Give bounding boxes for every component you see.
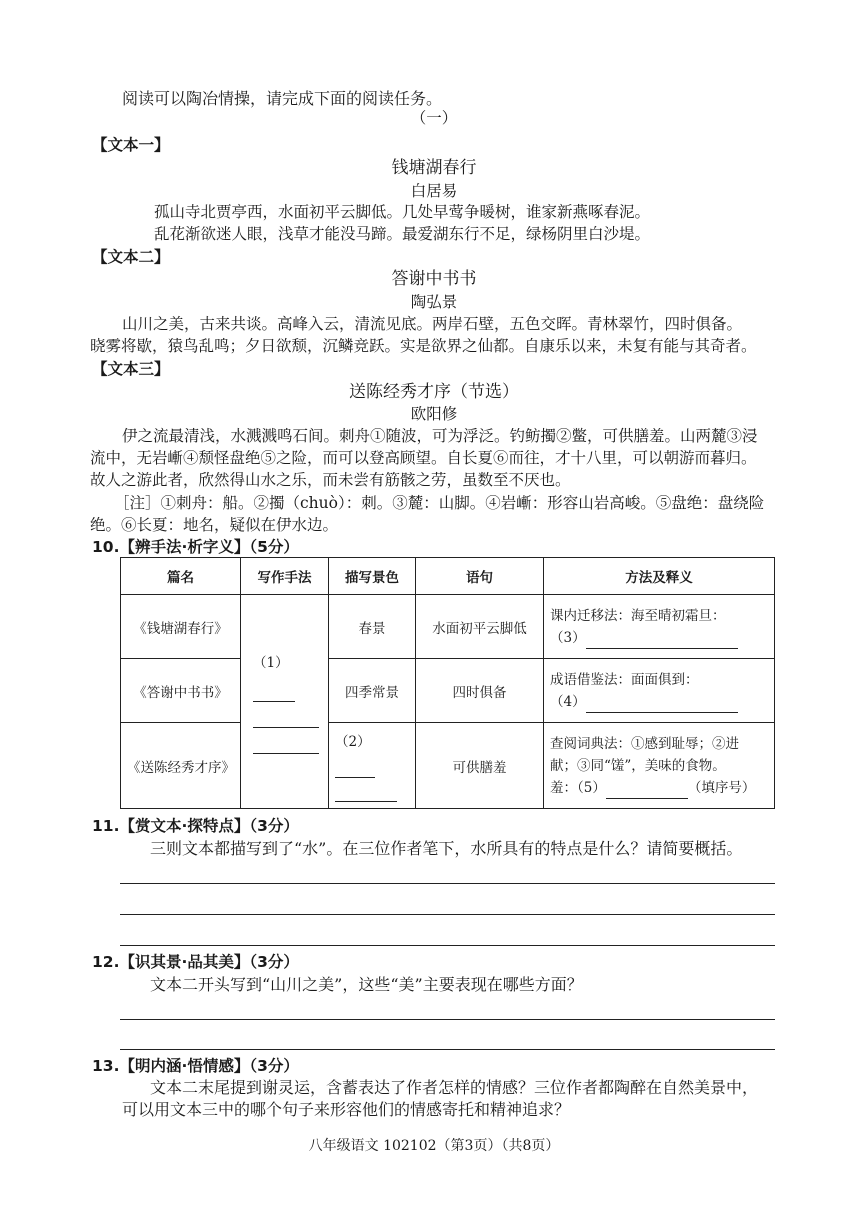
row3-method-line2: 献；③同“馐”，美味的食物。 xyxy=(550,757,726,774)
q10-table xyxy=(120,557,775,809)
q12-label: 12.【识其景·品其美】（3分） xyxy=(92,953,299,971)
text2-tag: 【文本二】 xyxy=(92,248,170,266)
text3-line1: 伊之流最清浅，水溅溅鸣石间。刺舟①随波，可为浮泛。钓鲂擉②鳖，可供膳羞。山两麓③浸 xyxy=(122,427,758,445)
row2-method xyxy=(544,659,775,723)
q10-label: 10.【辨手法·析字义】（5分） xyxy=(92,538,299,556)
text3-author: 欧阳修 xyxy=(410,405,458,423)
row1-title: 《钱塘湖春行》 xyxy=(121,595,241,659)
blank1-answer-line2[interactable] xyxy=(253,713,319,728)
row1-method xyxy=(544,595,775,659)
text3-line3: 故人之游此者，欣然得山水之乐，而未尝有筋骸之劳，虽数至不厌也。 xyxy=(90,471,571,489)
intro-text: 阅读可以陶冶情操，请完成下面的阅读任务。 xyxy=(122,89,443,108)
blank2-answer[interactable] xyxy=(335,763,375,778)
text3-line2: 流中，无岩嶃④颓怪盘绝⑤之险，而可以登高顾望。自长夏⑥而往，才十八里，可以朝游而暮归。 xyxy=(90,449,757,467)
blank3-answer[interactable] xyxy=(586,634,738,649)
row2-title: 《答谢中书书》 xyxy=(121,659,241,723)
section-mark: （一） xyxy=(410,109,458,127)
q11-text: 三则文本都描写到了“水”。在三位作者笔下，水所具有的特点是什么？请简要概括。 xyxy=(150,839,743,858)
header-scene: 描写景色 xyxy=(329,558,416,595)
row3-method-line1: 查阅词典法：①感到耻辱；②进 xyxy=(550,735,739,752)
text1-line1: 孤山寺北贾亭西，水面初平云脚低。几处早莺争暖树，谁家新燕啄春泥。 xyxy=(154,203,651,221)
q11-answer-line2[interactable] xyxy=(120,914,775,915)
blank5-suffix: （填序号） xyxy=(687,779,756,796)
blank5-answer[interactable] xyxy=(606,784,688,799)
blank1-answer[interactable] xyxy=(253,687,295,702)
row3-scene xyxy=(329,723,416,809)
text1-title: 钱塘湖春行 xyxy=(391,158,477,178)
technique-cell xyxy=(241,595,329,809)
page-footer: 八年级语文 102102（第3页）（共8页） xyxy=(308,1138,560,1154)
text1-tag: 【文本一】 xyxy=(92,136,170,154)
blank1-label: （1） xyxy=(253,654,289,671)
text2-line2: 晓雾将歇，猿鸟乱鸣；夕日欲颓，沉鳞竞跃。实是欲界之仙都。自康乐以来，未复有能与其奇者。 xyxy=(90,337,757,355)
table-header-row xyxy=(121,558,775,595)
blank3-label: （3） xyxy=(550,629,586,646)
row1-sentence xyxy=(416,595,544,659)
q12-answer-line1[interactable] xyxy=(120,1019,775,1020)
blank2-answer-line2[interactable] xyxy=(335,787,397,802)
blank2-label: （2） xyxy=(335,733,371,750)
q11-answer-line3[interactable] xyxy=(120,945,775,946)
header-title: 篇名 xyxy=(121,558,241,595)
text1-line2: 乱花渐欲迷人眼，浅草才能没马蹄。最爱湖东行不足，绿杨阴里白沙堤。 xyxy=(154,225,651,243)
q11-answer-line1[interactable] xyxy=(120,883,775,884)
q12-answer-line2[interactable] xyxy=(120,1049,775,1050)
blank1-answer-line3[interactable] xyxy=(253,739,319,754)
row1-method-text: 课内迁移法：海至晴初霜旦： xyxy=(550,607,726,624)
blank5-label: 羞：（5） xyxy=(550,779,606,796)
q11-label: 11.【赏文本·探特点】（3分） xyxy=(92,817,299,835)
header-technique: 写作手法 xyxy=(241,558,329,595)
table-row xyxy=(121,595,775,659)
row3-sentence: 可供膳羞 xyxy=(416,723,544,809)
q13-label: 13.【明内涵·悟情感】（3分） xyxy=(92,1057,299,1075)
q13-text-line2: 可以用文本三中的哪个句子来形容他们的情感寄托和精神追求？ xyxy=(122,1100,571,1119)
text3-tag: 【文本三】 xyxy=(92,360,170,378)
table-row xyxy=(121,659,775,723)
blank4-label: （4） xyxy=(550,693,586,710)
row2-sentence: 四时俱备 xyxy=(416,659,544,723)
row2-scene: 四季常景 xyxy=(329,659,416,723)
text3-note1: ［注］①刺舟：船。②擉（chuò）：刺。③麓：山脚。④岩嶃：形容山岩高峻。⑤盘绝：盘绕险 xyxy=(114,494,765,512)
q12-text: 文本二开头写到“山川之美”，这些“美”主要表现在哪些方面？ xyxy=(150,975,583,994)
row1-scene: 春景 xyxy=(329,595,416,659)
text3-title: 送陈经秀才序（节选） xyxy=(349,382,519,402)
text2-title: 答谢中书书 xyxy=(391,269,477,289)
text2-author: 陶弘景 xyxy=(410,293,458,311)
row1-sentence-text: 水面初平云脚低 xyxy=(432,620,527,637)
row2-method-text: 成语借鉴法：面面俱到： xyxy=(550,671,699,688)
header-sentence: 语句 xyxy=(416,558,544,595)
text3-note2: 绝。⑥长夏：地名，疑似在伊水边。 xyxy=(90,516,339,534)
header-method: 方法及释义 xyxy=(544,558,775,595)
row3-method xyxy=(544,723,775,809)
row3-title: 《送陈经秀才序》 xyxy=(121,723,241,809)
q13-text-line1: 文本二末尾提到谢灵运，含蓄表达了作者怎样的情感？三位作者都陶醉在自然美景中， xyxy=(150,1078,759,1097)
text2-line1: 山川之美，古来共谈。高峰入云，清流见底。两岸石壁，五色交晖。青林翠竹，四时俱备。 xyxy=(122,315,743,333)
text1-author: 白居易 xyxy=(410,182,458,200)
blank4-answer[interactable] xyxy=(586,698,738,713)
table-row xyxy=(121,723,775,809)
